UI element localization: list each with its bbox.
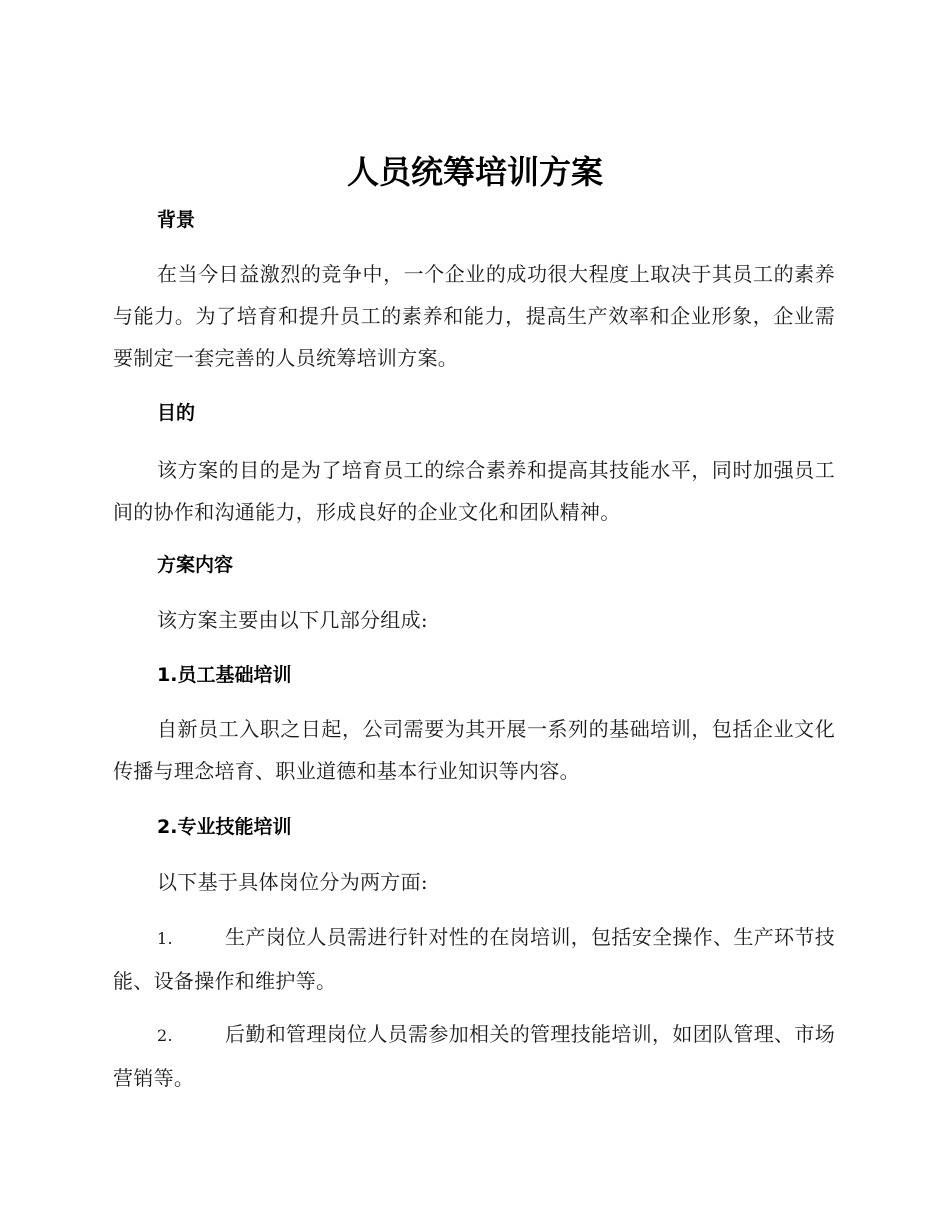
section-heading-purpose: 目的 [157, 402, 196, 424]
document-title: 人员统筹培训方案 [346, 153, 603, 191]
list-item [113, 916, 835, 1002]
paragraph-purpose: 该方案的目的是为了培育员工的综合素养和提高其技能水平，同时加强员工间的协作和沟通能力，形成良好的企业文化和团队精神。 [113, 458, 835, 524]
list-item-number: 1. [157, 929, 173, 948]
list-item-text: 后勤和管理岗位人员需参加相关的管理技能培训，如团队管理、市场营销等。 [113, 1022, 835, 1090]
list-item-number: 2. [157, 1026, 173, 1045]
list-item [113, 1013, 835, 1099]
paragraph-background: 在当今日益激烈的竞争中，一个企业的成功很大程度上取决于其员工的素养与能力。为了培育和提升员工的素养和能力，提高生产效率和企业形象，企业需要制定一套完善的人员统筹培训方案。 [113, 262, 835, 370]
paragraph-basic-training: 自新员工入职之日起，公司需要为其开展一系列的基础培训，包括企业文化传播与理念培育、职业道德和基本行业知识等内容。 [113, 717, 835, 783]
section-heading-skill-training: 2.专业技能培训 [157, 816, 292, 838]
section-heading-content: 方案内容 [157, 554, 234, 576]
paragraph-skill-training-intro: 以下基于具体岗位分为两方面: [157, 870, 428, 894]
paragraph-content-intro: 该方案主要由以下几部分组成: [157, 608, 428, 632]
list-item-text: 生产岗位人员需进行针对性的在岗培训，包括安全操作、生产环节技能、设备操作和维护等。 [113, 925, 835, 993]
section-heading-basic-training: 1.员工基础培训 [157, 664, 292, 686]
section-heading-background: 背景 [157, 209, 196, 231]
